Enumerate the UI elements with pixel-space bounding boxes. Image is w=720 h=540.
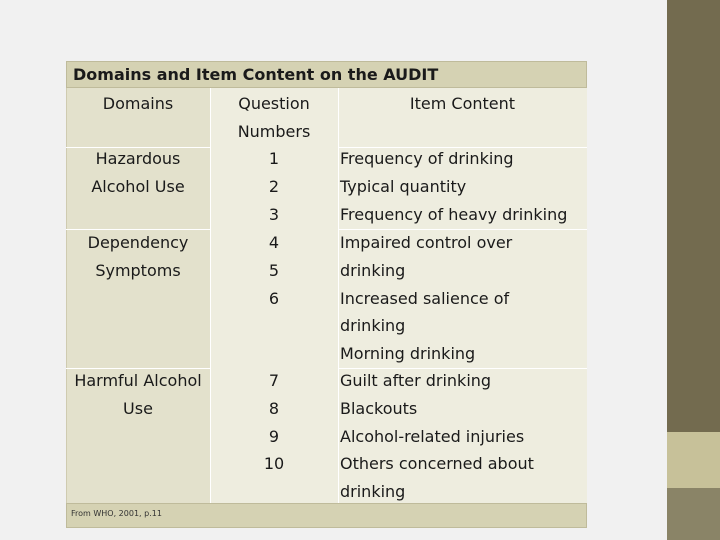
question-numbers-row-3: 7 8 9 10 <box>263 371 285 474</box>
header-domains: Domains <box>102 94 174 113</box>
item-content-row-1: Frequency of drinking Typical quantity Frequency of heavy drinking <box>340 149 568 224</box>
item-content-row-3: Guilt after drinking Blackouts Alcohol-related injuries Others concerned about drinking <box>340 371 534 502</box>
header-question-numbers: Question Numbers <box>237 94 311 141</box>
audit-domains-table <box>66 61 587 528</box>
source-citation: From WHO, 2001, p.11 <box>71 509 162 518</box>
table-title: Domains and Item Content on the AUDIT <box>66 61 587 88</box>
table-footer <box>66 503 587 528</box>
question-numbers-row-2: 4 5 6 <box>268 233 280 308</box>
side-decor-accent-light <box>667 432 720 488</box>
side-decor-accent-dark <box>667 488 720 540</box>
column-divider <box>338 88 339 503</box>
header-item-content: Item Content <box>409 94 516 113</box>
domain-harmful-alcohol-use: Harmful Alcohol Use <box>74 371 202 418</box>
domain-dependency-symptoms: Dependency Symptoms <box>87 233 189 280</box>
item-content-row-2: Impaired control over drinking Increased salience of drinking Morning drinking <box>340 233 513 364</box>
domain-hazardous-alcohol-use: Hazardous Alcohol Use <box>91 149 185 196</box>
question-numbers-row-1: 1 2 3 <box>268 149 280 224</box>
